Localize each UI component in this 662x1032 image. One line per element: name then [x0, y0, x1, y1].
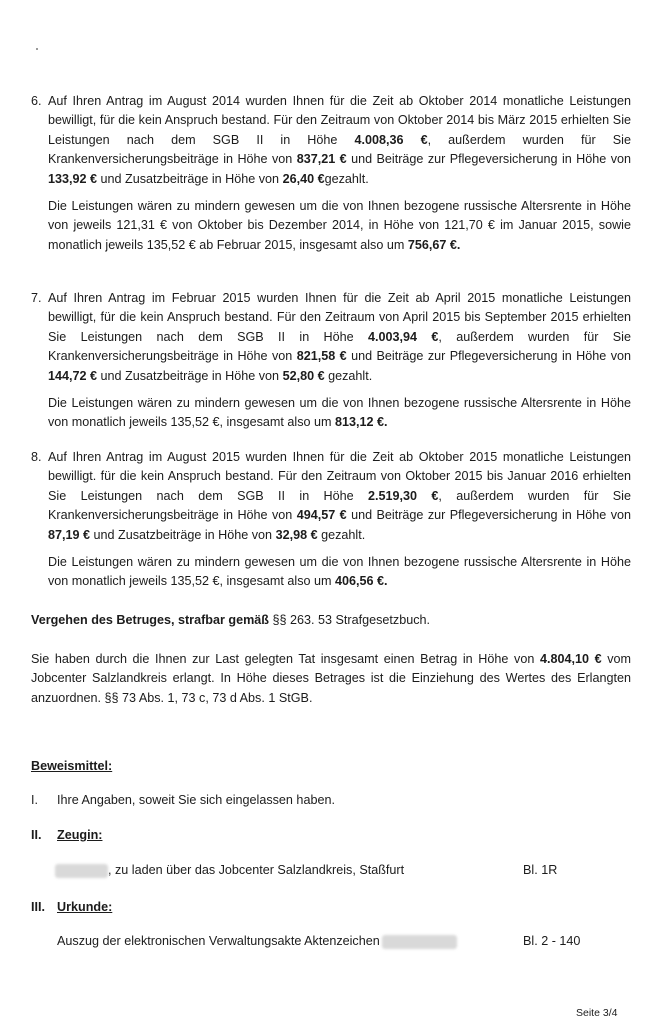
evidence-item-i-text: Ihre Angaben, soweit Sie sich eingelassen haben.: [57, 793, 335, 807]
witness-heading: Zeugin:: [57, 828, 103, 842]
text-run: Die Leistungen wären zu mindern gewesen um die von Ihnen bezogene russische Altersrente in Höhe von monatlich jeweils 135,52 €, insgesamt also um: [48, 555, 631, 589]
summary-paragraph: [31, 650, 631, 708]
amount-text: 4.003,94 €: [368, 329, 439, 344]
item-paragraph-pension: [48, 197, 631, 255]
amount-text: 52,80 €: [282, 368, 325, 383]
document-line: [57, 932, 507, 951]
text-run: , außerdem wurden für Sie Krankenversicherungsbeiträge in Höhe von: [48, 329, 631, 364]
evidence-heading: Beweismittel:: [31, 759, 113, 773]
amount-text: 821,58 €: [296, 349, 347, 364]
scan-speck: [36, 48, 38, 50]
amount-text: 144,72 €: [48, 368, 98, 383]
text-run: Sie haben durch die Ihnen zur Last gelegten Tat insgesamt einen Betrag in Höhe von: [31, 652, 540, 666]
text-run: und Beiträge zur Pflegeversicherung in Höhe von: [346, 349, 632, 364]
text-run: und Zusatzbeiträge in Höhe von: [97, 171, 283, 186]
witness-text: , zu laden über das Jobcenter Salzlandkreis, Staßfurt: [108, 863, 405, 877]
document-reference: Bl. 2 - 140: [523, 934, 581, 948]
amount-text: 813,12 €.: [335, 415, 388, 430]
count-item-6: [31, 92, 631, 272]
text-run: Die Leistungen wären zu mindern gewesen um die von Ihnen bezogene russische Altersrente in Höhe von jeweils 121,31 € von Oktober bis Dezember 2014, in Höhe von 121,70 € im Januar 2015, sowie monatlich jeweils 135,52 € ab Februar 2015, insgesamt also um: [48, 199, 631, 252]
witness-reference: Bl. 1R: [523, 863, 558, 877]
item-number: 7.: [31, 291, 42, 305]
item-paragraph-benefits: [48, 448, 631, 545]
amount-text: 2.519,30 €: [368, 488, 439, 503]
amount-text: 32,98 €: [275, 527, 318, 542]
amount-text: 4.804,10 €: [539, 652, 602, 666]
item-number: 8.: [31, 450, 42, 464]
evidence-item-iii-number: III.: [31, 900, 45, 914]
text-run: und Beiträge zur Pflegeversicherung in Höhe von: [346, 152, 632, 167]
document-heading: Urkunde:: [57, 900, 113, 914]
amount-text: 494,57 €: [296, 508, 347, 523]
text-run: vom Jobcenter Salzlandkreis erlangt. In Höhe dieses Betrages ist die Einziehung des Wertes des Erlangten anzuordnen. §§ 73 Abs. 1, 73 c, 73 d Abs. 1 StGB.: [31, 652, 631, 705]
amount-text: 4.008,36 €: [354, 132, 428, 147]
text-run: gezahlt.: [324, 368, 373, 383]
text-run: Auf Ihren Antrag im August 2014 wurden Ihnen für die Zeit ab Oktober 2014 monatliche Leistungen bewilligt, für die kein Anspruch bestand. Für den Zeitraum von Oktober 2014 bis März 2015 erhielten Sie Leistungen nach dem SGB II in Höhe: [48, 94, 631, 147]
text-run: , außerdem wurden für Sie Krankenversicherungsbeiträge in Höhe von: [48, 132, 631, 167]
amount-text: 87,19 €: [48, 527, 91, 542]
witness-line: [55, 861, 475, 880]
text-run: und Beiträge zur Pflegeversicherung in Höhe von: [346, 508, 632, 523]
text-run: gezahlt.: [324, 171, 369, 186]
item-paragraph-pension: [48, 394, 631, 433]
document-text: Auszug der elektronischen Verwaltungsakte Aktenzeichen: [57, 934, 380, 948]
text-run: Auf Ihren Antrag im August 2015 wurden Ihnen für die Zeit ab Oktober 2015 monatliche Leistungen bewilligt. für die kein Anspruch bestand. Für den Zeitraum von Oktober 2015 bis Januar 2016 erhielten Sie Leistungen nach dem SGB II in Höhe: [48, 450, 631, 503]
item-paragraph-benefits: [48, 289, 631, 386]
evidence-item-i-number: I.: [31, 793, 38, 807]
offense-statute: §§ 263. 53 Strafgesetzbuch.: [268, 613, 431, 627]
amount-text: 837,21 €: [296, 152, 347, 167]
text-run: gezahlt.: [317, 527, 366, 542]
evidence-item-ii-number: II.: [31, 828, 42, 842]
amount-text: 406,56 €.: [335, 574, 388, 589]
text-run: und Zusatzbeiträge in Höhe von: [90, 527, 276, 542]
text-run: , außerdem wurden für Sie Krankenversicherungsbeiträge in Höhe von: [48, 488, 631, 523]
offense-label: Vergehen des Betruges, strafbar gemäß: [31, 613, 269, 627]
amount-text: 756,67 €.: [407, 237, 461, 252]
redacted-name: [55, 864, 108, 878]
item-paragraph-benefits: [48, 92, 631, 189]
item-number: 6.: [31, 94, 42, 108]
redacted-file-number: [382, 935, 457, 949]
count-item-8: [31, 448, 631, 598]
item-paragraph-pension: [48, 553, 631, 592]
offense-statement: [31, 611, 631, 630]
count-item-7: [31, 289, 631, 439]
amount-text: 26,40 €: [282, 171, 325, 186]
text-run: Die Leistungen wären zu mindern gewesen um die von Ihnen bezogene russische Altersrente in Höhe von monatlich jeweils 135,52 €, insgesamt also um: [48, 396, 631, 430]
amount-text: 133,92 €: [48, 171, 98, 186]
text-run: Auf Ihren Antrag im Februar 2015 wurden Ihnen für die Zeit ab April 2015 monatliche Leistungen bewilligt, für die kein Anspruch bestand. Für den Zeitraum von April 2015 bis September 2015 erhielten Sie Leistungen nach dem SGB II in Höhe: [48, 291, 631, 344]
text-run: und Zusatzbeiträge in Höhe von: [97, 368, 283, 383]
page-number: Seite 3/4: [576, 1007, 618, 1019]
